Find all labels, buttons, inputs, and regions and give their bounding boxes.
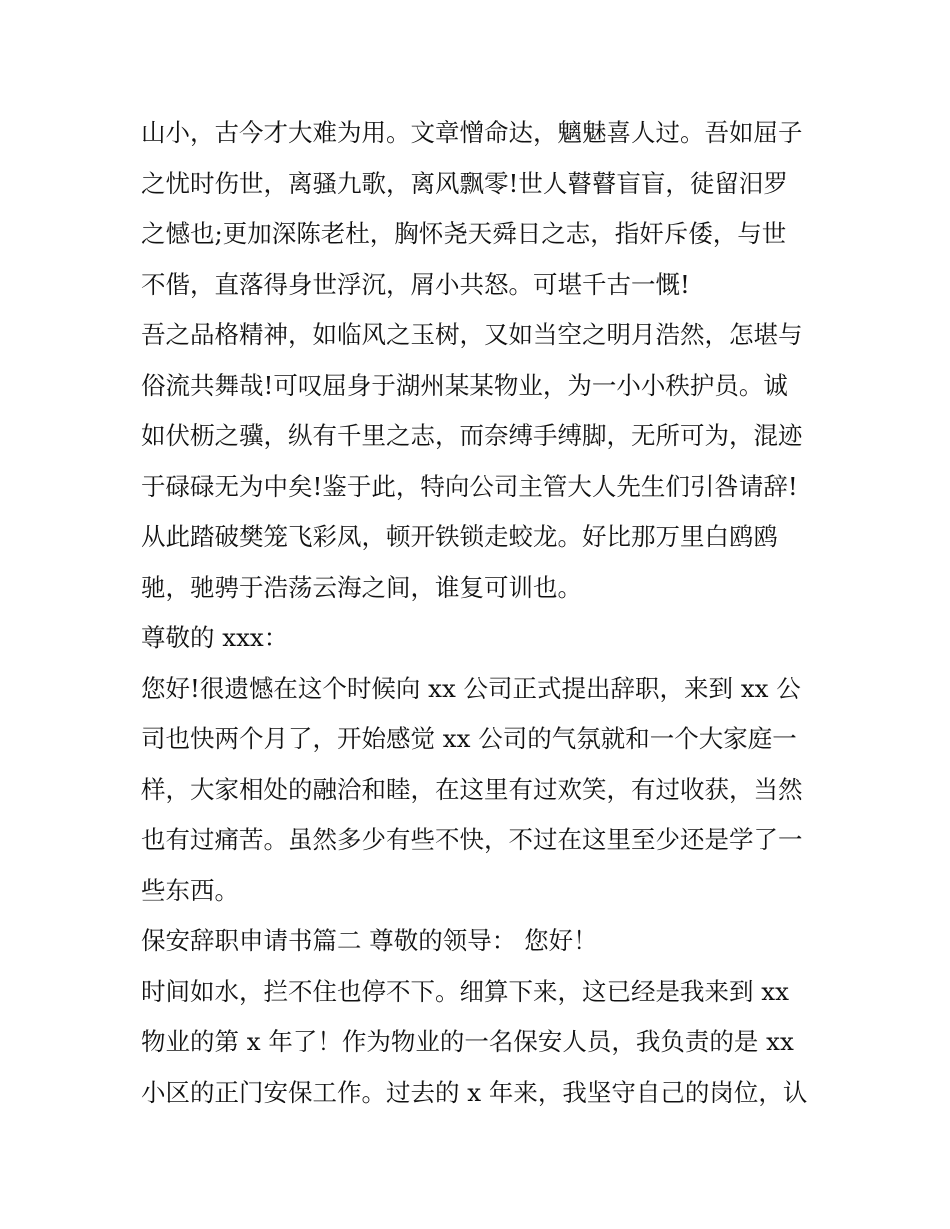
text-line: 司也快两个月了，开始感觉 xx 公司的气氛就和一个大家庭一	[141, 724, 797, 753]
salutation-line: 尊敬的 xxx：	[141, 623, 289, 652]
text-line: 从此踏破樊笼飞彩凤，顿开铁锁走蛟龙。好比那万里白鸥鸥	[141, 522, 778, 551]
text-line: 小区的正门安保工作。过去的 x 年来，我坚守自己的岗位，认	[141, 1077, 808, 1107]
text-line: 山小，古今才大难为用。文章憎命达，魑魅喜人过。吾如屈子	[141, 118, 803, 147]
text-line: 吾之品格精神，如临风之玉树，又如当空之明月浩然，怎堪与	[141, 320, 803, 349]
text-line: 于碌碌无为中矣!鉴于此，特向公司主管大人先生们引咎请辞!	[141, 471, 798, 501]
text-line: 些东西。	[141, 875, 239, 905]
text-line: 时间如水，拦不住也停不下。细算下来，这已经是我来到 xx	[141, 976, 789, 1006]
text-line: 驰，驰骋于浩荡云海之间，谁复可训也。	[141, 572, 582, 602]
section-heading-line: 保安辞职申请书篇二 尊敬的领导： 您好！	[141, 926, 598, 955]
text-line: 也有过痛苦。虽然多少有些不快，不过在这里至少还是学了一	[141, 825, 803, 854]
text-line: 之忧时伤世，离骚九歌，离风飘零!世人瞽瞽盲盲，徒留汨罗	[141, 168, 788, 198]
document-body	[141, 108, 821, 1118]
text-line: 您好!很遗憾在这个时候向 xx 公司正式提出辞职，来到 xx 公	[141, 673, 801, 703]
text-line: 样，大家相处的融洽和睦，在这里有过欢笑，有过收获，当然	[141, 774, 803, 804]
text-line: 不偕，直落得身世浮沉，屑小共怒。可堪千古一慨!	[141, 269, 690, 299]
text-line: 物业的第 x 年了！作为物业的一名保安人员，我负责的是 xx	[141, 1027, 794, 1056]
text-line: 之憾也;更加深陈老杜，胸怀尧天舜日之志，指奸斥倭，与世	[141, 219, 787, 248]
text-line: 如伏枥之骥，纵有千里之志，而奈缚手缚脚，无所可为，混迹	[141, 421, 803, 450]
text-line: 俗流共舞哉!可叹屈身于湖州某某物业，为一小小秩护员。诚	[141, 370, 788, 400]
